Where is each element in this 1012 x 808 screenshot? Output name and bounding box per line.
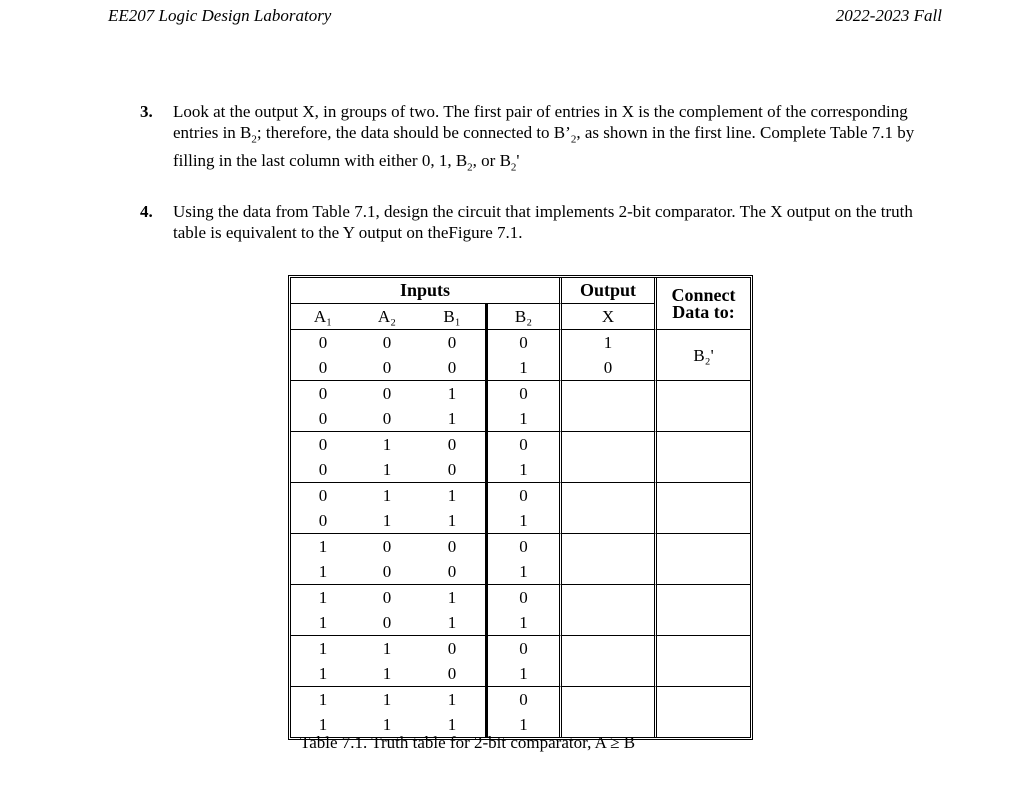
item-number: 4. <box>140 202 153 221</box>
cell-a1: 0 <box>291 329 355 355</box>
cell-b2: 1 <box>485 661 559 686</box>
cell-b2: 1 <box>485 457 559 482</box>
header-connect-line2: Data to: <box>672 301 735 322</box>
cell-a2: 1 <box>382 715 392 734</box>
cell-a2: 1 <box>382 460 392 479</box>
cell-connect-data[interactable] <box>654 635 750 686</box>
truth-table-body <box>291 278 750 737</box>
table-row <box>291 533 750 559</box>
cell-connect-data[interactable] <box>654 686 750 737</box>
cell-a2: 0 <box>382 613 392 632</box>
cell-a1: 0 <box>291 380 355 406</box>
cell-output-x[interactable] <box>559 431 654 482</box>
cell-b1: 0 <box>447 460 457 479</box>
output-x-value <box>562 508 654 533</box>
cell-b2: 1 <box>485 406 559 431</box>
table-header-row-groups <box>291 278 750 304</box>
cell-b1: 1 <box>419 686 485 712</box>
cell-a2: 0 <box>382 409 392 428</box>
cell-b2: 0 <box>485 635 559 661</box>
cell-a1: 1 <box>291 635 355 661</box>
cell-a1: 0 <box>318 358 328 377</box>
cell-a2: 0 <box>355 584 419 610</box>
cell-b2: 0 <box>485 431 559 457</box>
cell-a1: 0 <box>291 431 355 457</box>
item-text: Look at the output X, in groups of two. The first pair of entries in X is the complement of the corresponding entries in $B_2$; therefore, the data should be connected to $B’_2$, as shown in the first line. Complete Table 7.1 by filling in the last column with either 0, 1, $B_2$, or $B_2'$ <box>173 102 915 174</box>
cell-a1: 0 <box>291 482 355 508</box>
cell-b1: 0 <box>447 562 457 581</box>
output-x-value: 1 <box>603 333 613 352</box>
output-x-value <box>562 636 654 661</box>
cell-connect-data[interactable] <box>654 482 750 533</box>
cell-b1: 1 <box>419 380 485 406</box>
cell-b1: 1 <box>447 409 457 428</box>
cell-b2: 0 <box>485 686 559 712</box>
cell-a1: 1 <box>318 664 328 683</box>
header-connect-data <box>654 278 750 329</box>
table-row <box>291 584 750 610</box>
cell-a1: 0 <box>318 511 328 530</box>
output-x-value <box>562 559 654 584</box>
header-a2: A₂ <box>377 307 397 326</box>
cell-a2: 1 <box>355 635 419 661</box>
output-x-value <box>562 406 654 431</box>
output-x-value <box>562 432 654 457</box>
cell-b2: 1 <box>485 610 559 635</box>
header-x: X <box>559 304 654 329</box>
output-x-value <box>562 661 654 686</box>
cell-connect-data[interactable] <box>654 584 750 635</box>
cell-b1: 1 <box>419 584 485 610</box>
instruction-item-3 <box>140 101 950 179</box>
output-x-value <box>562 687 654 712</box>
cell-a2: 0 <box>355 380 419 406</box>
cell-connect-data[interactable] <box>654 431 750 482</box>
cell-output-x[interactable] <box>559 686 654 737</box>
cell-a1: 0 <box>318 460 328 479</box>
cell-output-x[interactable] <box>559 482 654 533</box>
cell-b1: 1 <box>447 613 457 632</box>
header-a1: A₁ <box>313 307 333 326</box>
cell-b1: 1 <box>447 511 457 530</box>
cell-a2: 0 <box>382 358 392 377</box>
cell-a2: 0 <box>355 533 419 559</box>
cell-b1: 1 <box>419 482 485 508</box>
cell-b1: 0 <box>419 329 485 355</box>
cell-b2: 0 <box>485 380 559 406</box>
output-x-value <box>562 381 654 406</box>
output-x-value: 0 <box>603 358 613 377</box>
table-row <box>291 635 750 661</box>
cell-b1: 0 <box>447 358 457 377</box>
header-course-title: EE207 Logic Design Laboratory <box>108 6 332 25</box>
cell-b2: 0 <box>485 533 559 559</box>
cell-output-x[interactable] <box>559 635 654 686</box>
header-b2: B₂ <box>485 304 559 329</box>
output-x-value <box>562 585 654 610</box>
table-row <box>291 431 750 457</box>
cell-a1: 1 <box>291 584 355 610</box>
table-row <box>291 482 750 508</box>
cell-a1: 1 <box>291 533 355 559</box>
cell-a2: 1 <box>382 511 392 530</box>
cell-b1: 1 <box>447 715 457 734</box>
cell-b2: 1 <box>485 559 559 584</box>
cell-b2: 1 <box>485 355 559 380</box>
cell-b2: 0 <box>485 482 559 508</box>
cell-a1: 1 <box>291 686 355 712</box>
cell-b1: 0 <box>419 533 485 559</box>
cell-a1: 1 <box>318 613 328 632</box>
cell-a1: 1 <box>318 715 328 734</box>
cell-a2: 1 <box>355 686 419 712</box>
output-x-value <box>562 534 654 559</box>
cell-a2: 1 <box>355 431 419 457</box>
header-connect-line1: Connect <box>671 284 736 305</box>
cell-b1: 0 <box>419 431 485 457</box>
cell-b1: 0 <box>419 635 485 661</box>
header-inputs: Inputs <box>291 278 559 304</box>
table-row <box>291 380 750 406</box>
cell-b2: 0 <box>485 329 559 355</box>
table-caption: Table 7.1. Truth table for 2-bit comparator, A ≥ B <box>300 733 636 752</box>
truth-table-container <box>288 275 753 752</box>
truth-table <box>288 275 753 740</box>
output-x-value <box>562 457 654 482</box>
header-output: Output <box>559 278 654 304</box>
table-row <box>291 686 750 712</box>
cell-output-x[interactable] <box>559 329 654 380</box>
cell-a2: 1 <box>355 482 419 508</box>
cell-a2: 0 <box>355 329 419 355</box>
cell-output-x[interactable] <box>559 380 654 431</box>
cell-a2: 0 <box>382 562 392 581</box>
output-x-value <box>562 610 654 635</box>
cell-a2: 1 <box>382 664 392 683</box>
cell-b2: 1 <box>485 712 559 737</box>
item-text: Using the data from Table 7.1, design the circuit that implements 2-bit comparator. The X output on the truth table is equivalent to the Y output on theFigure 7.1. <box>173 202 913 242</box>
table-row <box>291 329 750 355</box>
cell-a1: 1 <box>318 562 328 581</box>
cell-connect-data[interactable]: B₂' <box>654 329 750 380</box>
cell-output-x[interactable] <box>559 584 654 635</box>
instruction-item-4 <box>140 201 950 243</box>
cell-connect-data[interactable] <box>654 533 750 584</box>
header-semester: 2022-2023 Fall <box>835 6 942 25</box>
cell-connect-data[interactable] <box>654 380 750 431</box>
cell-output-x[interactable] <box>559 533 654 584</box>
cell-b1: 0 <box>447 664 457 683</box>
item-number: 3. <box>140 102 153 121</box>
cell-b2: 0 <box>485 584 559 610</box>
cell-b2: 1 <box>485 508 559 533</box>
header-b1: B₁ <box>443 307 461 326</box>
output-x-value <box>562 483 654 508</box>
cell-a1: 0 <box>318 409 328 428</box>
